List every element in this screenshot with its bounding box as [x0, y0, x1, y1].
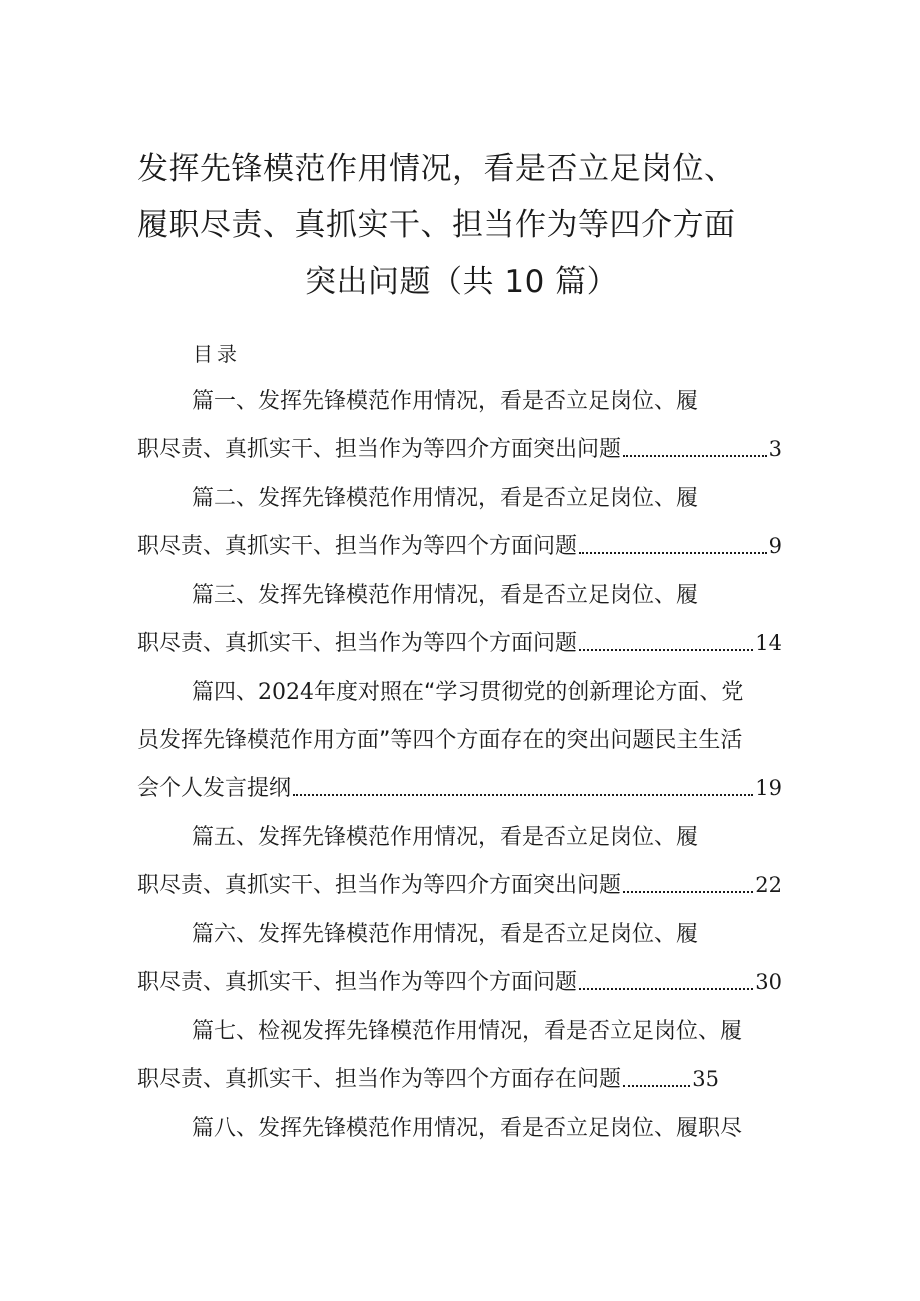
leader-dots [579, 552, 767, 554]
toc-entry-2-line-1[interactable]: 篇二、发挥先锋模范作用情况，看是否立足岗位、履 [192, 486, 699, 511]
toc-entry-3-text: 职尽责、真抓实干、担当作为等四个方面问题 [137, 631, 578, 656]
toc-entry-1-page: 3 [768, 437, 782, 461]
toc-entry-5-line-1[interactable]: 篇五、发挥先锋模范作用情况，看是否立足岗位、履 [192, 825, 699, 850]
leader-dots [623, 1085, 690, 1087]
leader-dots [579, 988, 753, 990]
toc-entry-3-last-line[interactable] [137, 626, 782, 657]
toc-entry-4-page: 19 [755, 776, 782, 800]
toc-entry-1-line-1[interactable]: 篇一、发挥先锋模范作用情况，看是否立足岗位、履 [192, 389, 699, 414]
toc-entry-4-year: 2024 [258, 680, 315, 705]
toc-entry-5-text: 职尽责、真抓实干、担当作为等四介方面突出问题 [137, 873, 622, 898]
title-line-1: 发挥先锋模范作用情况，看是否立足岗位、 [137, 151, 736, 187]
leader-dots [623, 891, 753, 893]
leader-dots [623, 455, 767, 457]
toc-entry-4-prefix: 篇四、 [192, 680, 259, 705]
title-line-3: 突出问题（共 10 篇） [305, 264, 619, 300]
toc-entry-4-rest: 年度对照在“学习贯彻党的创新理论方面、党 [314, 680, 744, 705]
toc-entry-7-page: 35 [692, 1067, 719, 1091]
toc-entry-6-last-line[interactable] [137, 965, 782, 996]
leader-dots [579, 649, 753, 651]
toc-entry-4-text: 会个人发言提纲 [137, 776, 292, 801]
toc-entry-7-last-line[interactable] [137, 1062, 719, 1093]
toc-entry-4-line-2[interactable]: 员发挥先锋模范作用方面”等四个方面存在的突出问题民主生活 [137, 728, 743, 753]
title-line-2: 履职尽责、真抓实干、担当作为等四介方面 [137, 207, 736, 243]
toc-entry-3-line-1[interactable]: 篇三、发挥先锋模范作用情况，看是否立足岗位、履 [192, 583, 699, 608]
leader-dots [293, 794, 753, 796]
toc-entry-2-page: 9 [768, 534, 782, 558]
toc-entry-2-text: 职尽责、真抓实干、担当作为等四个方面问题 [137, 534, 578, 559]
toc-heading: 目录 [193, 342, 241, 366]
toc-entry-7-line-1[interactable]: 篇七、检视发挥先锋模范作用情况，看是否立足岗位、履 [192, 1019, 743, 1044]
toc-entry-1-last-line[interactable] [137, 432, 782, 463]
toc-entry-4-line-1[interactable] [192, 675, 743, 706]
toc-entry-8-line-1[interactable]: 篇八、发挥先锋模范作用情况，看是否立足岗位、履职尽 [192, 1116, 743, 1141]
toc-entry-6-page: 30 [755, 970, 782, 994]
toc-entry-6-text: 职尽责、真抓实干、担当作为等四个方面问题 [137, 970, 578, 995]
toc-entry-6-line-1[interactable]: 篇六、发挥先锋模范作用情况，看是否立足岗位、履 [192, 922, 699, 947]
toc-entry-5-page: 22 [755, 873, 782, 897]
toc-entry-3-page: 14 [755, 631, 782, 655]
toc-entry-2-last-line[interactable] [137, 529, 782, 560]
toc-entry-4-last-line[interactable] [137, 771, 782, 802]
toc-entry-1-text: 职尽责、真抓实干、担当作为等四介方面突出问题 [137, 437, 622, 462]
toc-entry-5-last-line[interactable] [137, 868, 782, 899]
toc-entry-7-text: 职尽责、真抓实干、担当作为等四个方面存在问题 [137, 1067, 622, 1092]
